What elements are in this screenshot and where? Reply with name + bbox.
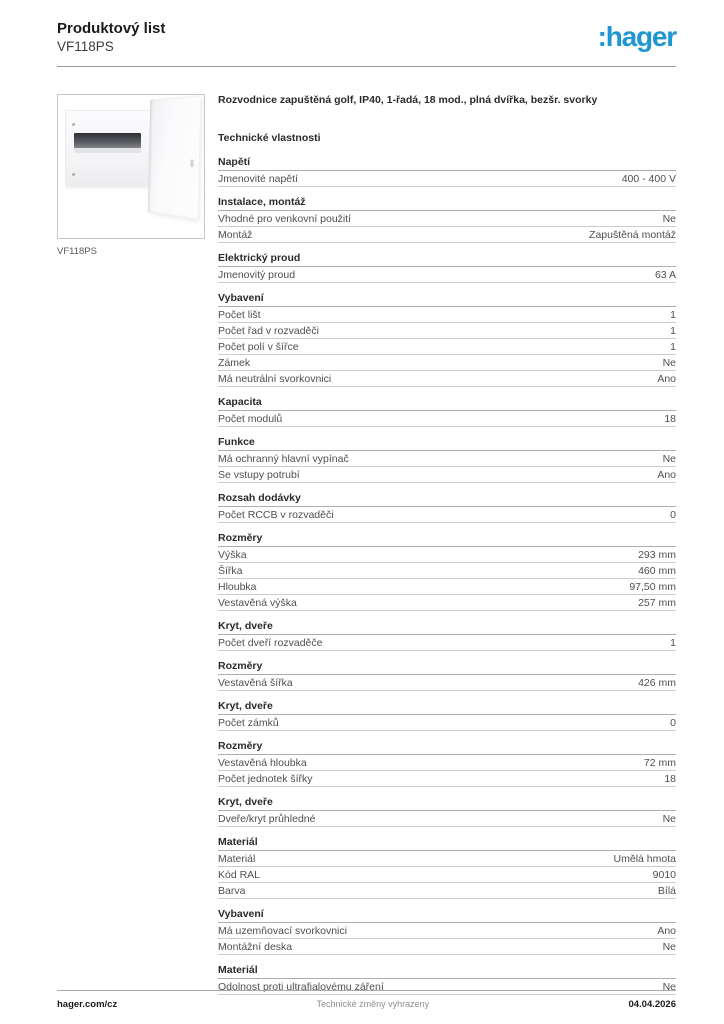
- spec-section: [218, 836, 676, 899]
- spec-section-rows: [218, 547, 676, 611]
- spec-section-rows: [218, 923, 676, 955]
- spec-row-label: Vestavěná hloubka: [218, 757, 307, 769]
- spec-section-rows: [218, 451, 676, 483]
- spec-section-rows: [218, 307, 676, 387]
- spec-row-value: Ano: [657, 469, 676, 481]
- spec-row-value: 63 A: [654, 269, 676, 281]
- spec-row-label: Materiál: [218, 853, 256, 865]
- door-handle-art: [190, 160, 193, 168]
- spec-row: [218, 467, 676, 483]
- spec-row-label: Má neutrální svorkovnici: [218, 373, 332, 385]
- spec-row-label: Počet řad v rozvaděči: [218, 325, 319, 337]
- spec-section-rows: [218, 851, 676, 899]
- spec-section: [218, 396, 676, 427]
- spec-row-label: Vestavěná šířka: [218, 677, 293, 689]
- spec-row: [218, 595, 676, 611]
- spec-section: [218, 796, 676, 827]
- spec-row-label: Počet dveří rozvaděče: [218, 637, 323, 649]
- spec-row: [218, 339, 676, 355]
- footer-disclaimer: Technické změny vyhrazeny: [316, 999, 430, 1009]
- header-titles: [57, 20, 165, 55]
- spec-row-value: 257 mm: [638, 597, 676, 609]
- hager-website-link[interactable]: hager.com/cz: [57, 999, 118, 1010]
- spec-row-value: Bílá: [657, 885, 676, 897]
- spec-row-value: 400 - 400 V: [621, 173, 676, 185]
- spec-row-value: 97,50 mm: [629, 581, 676, 593]
- spec-row: [218, 771, 676, 787]
- spec-section: [218, 436, 676, 483]
- spec-section-title: Kryt, dveře: [218, 700, 676, 715]
- spec-row: [218, 547, 676, 563]
- spec-row: [218, 507, 676, 523]
- spec-section-rows: [218, 675, 676, 691]
- spec-row: [218, 883, 676, 899]
- screw-dot-art: [72, 123, 75, 126]
- spec-row: [218, 939, 676, 955]
- page-header: [57, 20, 676, 55]
- spec-section-rows: [218, 635, 676, 651]
- spec-row-value: 0: [670, 717, 676, 729]
- footer-date: 04.04.2026: [628, 999, 676, 1010]
- spec-section: [218, 292, 676, 387]
- spec-row-value: Zapuštěná montáž: [589, 229, 676, 241]
- spec-row-value: Ano: [657, 925, 676, 937]
- spec-section: [218, 252, 676, 283]
- spec-row-label: Zámek: [218, 357, 251, 369]
- header-divider: [57, 66, 676, 67]
- spec-section-title: Materiál: [218, 836, 676, 851]
- spec-row-value: Ne: [662, 453, 676, 465]
- spec-section-title: Kapacita: [218, 396, 676, 411]
- spec-row: [218, 715, 676, 731]
- spec-row-value: Umělá hmota: [613, 853, 676, 865]
- spec-section-title: Rozsah dodávky: [218, 492, 676, 507]
- spec-row-label: Vestavěná výška: [218, 597, 297, 609]
- spec-row-value: Ne: [662, 357, 676, 369]
- enclosure-front-art: [65, 110, 151, 187]
- spec-section: [218, 740, 676, 787]
- spec-row-value: 72 mm: [643, 757, 676, 769]
- page-footer: [57, 990, 676, 1010]
- spec-row: [218, 267, 676, 283]
- spec-row-label: Montážní deska: [218, 941, 293, 953]
- spec-section-title: Rozměry: [218, 660, 676, 675]
- screw-dot-art: [72, 173, 75, 176]
- spec-section: [218, 156, 676, 187]
- spec-section: [218, 492, 676, 523]
- spec-row-label: Má ochranný hlavní vypínač: [218, 453, 349, 465]
- product-image: [57, 94, 205, 239]
- spec-row-value: Ne: [662, 981, 676, 993]
- spec-row-value: 1: [670, 637, 676, 649]
- spec-row-label: Dveře/kryt průhledné: [218, 813, 316, 825]
- spec-row-value: 1: [670, 341, 676, 353]
- spec-row: [218, 411, 676, 427]
- spec-row-value: 426 mm: [638, 677, 676, 689]
- spec-section-title: Kryt, dveře: [218, 796, 676, 811]
- main-content: [57, 94, 676, 995]
- spec-row: [218, 563, 676, 579]
- spec-row-label: Počet modulů: [218, 413, 283, 425]
- spec-section: [218, 700, 676, 731]
- spec-row: [218, 323, 676, 339]
- spec-section-rows: [218, 811, 676, 827]
- enclosure-open-door-art: [148, 95, 201, 219]
- spec-row-value: 0: [670, 509, 676, 521]
- spec-row: [218, 811, 676, 827]
- spec-row: [218, 227, 676, 243]
- spec-row-label: Vhodné pro venkovní použití: [218, 213, 352, 225]
- product-description: Rozvodnice zapuštěná golf, IP40, 1-řadá, 18 mod., plná dvířka, bezšr. svorky: [218, 94, 598, 106]
- spec-row-value: Ne: [662, 941, 676, 953]
- spec-section-rows: [218, 211, 676, 243]
- spec-row: [218, 579, 676, 595]
- spec-section: [218, 908, 676, 955]
- spec-row: [218, 171, 676, 187]
- spec-row: [218, 851, 676, 867]
- spec-row-value: 18: [664, 773, 676, 785]
- spec-section-rows: [218, 755, 676, 787]
- spec-row-label: Jmenovitý proud: [218, 269, 296, 281]
- spec-row-value: 1: [670, 325, 676, 337]
- spec-row-value: 18: [664, 413, 676, 425]
- spec-section-rows: [218, 715, 676, 731]
- spec-section-title: Elektrický proud: [218, 252, 676, 267]
- spec-section-rows: [218, 411, 676, 427]
- enclosure-din-slot-art: [74, 133, 141, 148]
- spec-row: [218, 451, 676, 467]
- product-image-column: [57, 94, 205, 995]
- spec-row-label: Odolnost proti ultrafialovému záření: [218, 981, 384, 993]
- spec-section: [218, 620, 676, 651]
- spec-row-label: Počet RCCB v rozvaděči: [218, 509, 334, 521]
- spec-row-value: Ano: [657, 373, 676, 385]
- spec-row-label: Šířka: [218, 565, 243, 577]
- hager-logo: :hager: [597, 21, 676, 52]
- spec-row-value: 293 mm: [638, 549, 676, 561]
- spec-row-label: Počet polí v šířce: [218, 341, 299, 353]
- spec-section-title: Rozměry: [218, 740, 676, 755]
- spec-row-label: Počet zámků: [218, 717, 279, 729]
- spec-row-label: Má uzemňovací svorkovnici: [218, 925, 347, 937]
- enclosure-slot-lip-art: [74, 148, 141, 153]
- spec-section: [218, 660, 676, 691]
- spec-column: [218, 94, 676, 995]
- spec-row: [218, 355, 676, 371]
- spec-row: [218, 635, 676, 651]
- spec-row-value: Ne: [662, 813, 676, 825]
- spec-row-label: Montáž: [218, 229, 253, 241]
- spec-row-value: 460 mm: [638, 565, 676, 577]
- footer-row: [57, 999, 676, 1010]
- spec-row-label: Počet lišt: [218, 309, 261, 321]
- spec-row-label: Hloubka: [218, 581, 257, 593]
- spec-section: [218, 532, 676, 611]
- product-image-caption: VF118PS: [57, 246, 97, 257]
- spec-section-title: Vybavení: [218, 292, 676, 307]
- footer-divider: [57, 990, 676, 991]
- spec-section-title: Vybavení: [218, 908, 676, 923]
- spec-section-title: Kryt, dveře: [218, 620, 676, 635]
- spec-row: [218, 755, 676, 771]
- spec-row-label: Počet jednotek šířky: [218, 773, 313, 785]
- spec-row-value: 1: [670, 309, 676, 321]
- spec-section-rows: [218, 171, 676, 187]
- spec-row: [218, 307, 676, 323]
- spec-row-value: 9010: [652, 869, 676, 881]
- page-title: Produktový list: [57, 20, 166, 37]
- spec-row: [218, 923, 676, 939]
- spec-section-title: Materiál: [218, 964, 676, 979]
- product-code: VF118PS: [57, 39, 114, 54]
- spec-section-rows: [218, 267, 676, 283]
- spec-row-label: Barva: [218, 885, 246, 897]
- spec-row: [218, 211, 676, 227]
- spec-row: [218, 675, 676, 691]
- spec-row-label: Kód RAL: [218, 869, 261, 881]
- spec-sections: [218, 156, 676, 995]
- spec-section-title: Instalace, montáž: [218, 196, 676, 211]
- technical-properties-title: Technické vlastnosti: [218, 132, 321, 144]
- spec-section-title: Napětí: [218, 156, 676, 171]
- spec-section: [218, 196, 676, 243]
- spec-row: [218, 867, 676, 883]
- spec-section-title: Rozměry: [218, 532, 676, 547]
- spec-row-value: Ne: [662, 213, 676, 225]
- spec-row-label: Jmenovité napětí: [218, 173, 298, 185]
- spec-section-rows: [218, 507, 676, 523]
- spec-row-label: Se vstupy potrubí: [218, 469, 300, 481]
- spec-row-label: Výška: [218, 549, 247, 561]
- spec-section-title: Funkce: [218, 436, 676, 451]
- spec-row: [218, 371, 676, 387]
